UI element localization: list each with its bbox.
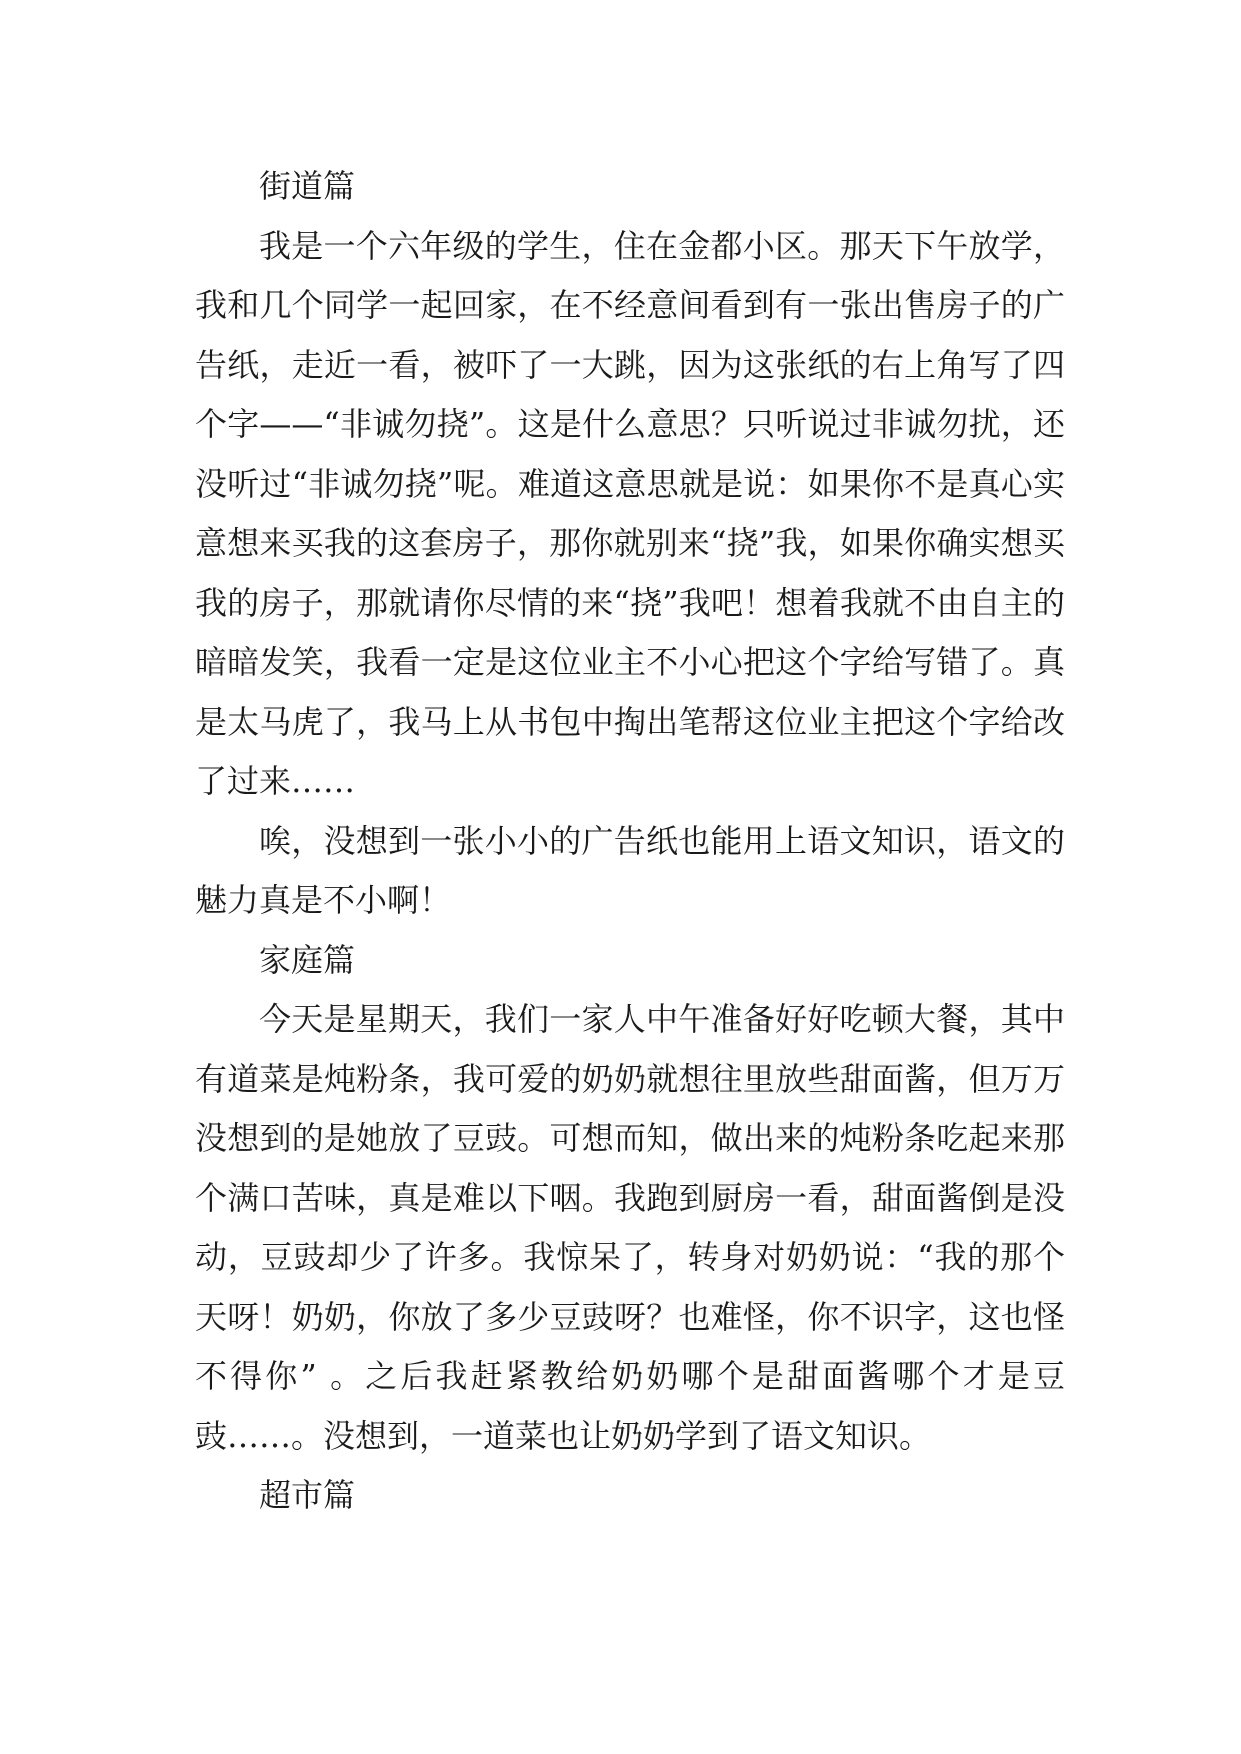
document-body	[195, 157, 1065, 1526]
section-paragraph: 我是一个六年级的学生，住在金都小区。那天下午放学，我和几个同学一起回家，在不经意间看到有一张出售房子的广告纸，走近一看，被吓了一大跳，因为这张纸的右上角写了四个字——“非诚勿挠”。这是什么意思？只听说过非诚勿扰，还没听过“非诚勿挠”呢。难道这意思就是说：如果你不是真心实意想来买我的这套房子，那你就别来“挠”我，如果你确实想买我的房子，那就请你尽情的来“挠”我吧！想着我就不由自主的暗暗发笑，我看一定是这位业主不小心把这个字给写错了。真是太马虎了，我马上从书包中掏出笔帮这位业主把这个字给改了过来……	[195, 226, 1065, 800]
section-heading-family: 家庭篇	[259, 940, 356, 979]
section-heading-supermarket: 超市篇	[259, 1476, 356, 1514]
section-paragraph: 唉，没想到一张小小的广告纸也能用上语文知识，语文的魅力真是不小啊！	[195, 821, 1065, 919]
section-heading-street: 街道篇	[259, 167, 356, 205]
section-paragraph: 今天是星期天，我们一家人中午准备好好吃顿大餐，其中有道菜是炖粉条，我可爱的奶奶就想往里放些甜面酱，但万万没想到的是她放了豆豉。可想而知，做出来的炖粉条吃起来那个满口苦味，真是难以下咽。我跑到厨房一看，甜面酱倒是没动，豆豉却少了许多。我惊呆了，转身对奶奶说：“我的那个天呀！奶奶，你放了多少豆豉呀？也难怪，你不识字，这也怪不得你” 。之后我赶紧教给奶奶哪个是甜面酱哪个才是豆豉……。没想到，一道菜也让奶奶学到了语文知识。	[195, 1000, 1065, 1455]
